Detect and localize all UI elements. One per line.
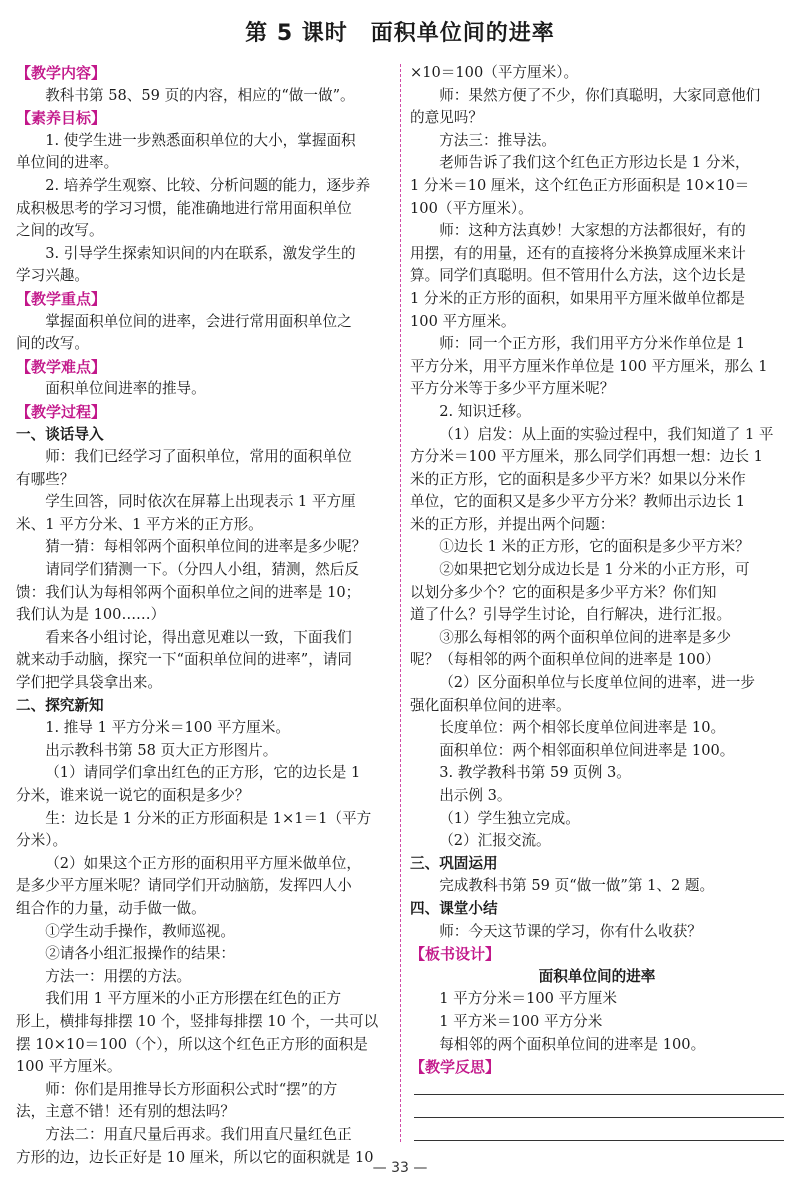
paragraph-line: 面积单位间进率的推导。: [45, 380, 206, 398]
text-line: 方形的边，边长正好是 10 厘米，所以它的面积就是 10: [16, 1148, 374, 1166]
text-line: 米、1 平方分米、1 平方米的正方形。: [16, 515, 263, 533]
page-number: — 33 —: [372, 1160, 428, 1176]
paragraph-line: 方法二：用直尺量后再求。我们用直尺量红色正: [45, 1125, 352, 1143]
paragraph-line: 师：果然方便了不少，你们真聪明，大家同意他们: [439, 86, 761, 104]
reflection-blank-line: [410, 1079, 784, 1102]
paragraph-line: ②如果把它划分成边长是 1 分米的小正方形，可: [439, 561, 750, 579]
paragraph-line: 1 平方米＝100 平方分米: [439, 1012, 603, 1030]
paragraph-line: 请同学们猜测一下。（分四人小组，猜测，然后反: [45, 561, 359, 579]
text-line: 之间的改写。: [16, 222, 104, 240]
paragraph-line: 长度单位：两个相邻长度单位间进率是 10。: [439, 719, 726, 737]
paragraph-line: 1. 使学生进一步熟悉面积单位的大小，掌握面积: [45, 131, 356, 149]
text-line: 是多少平方厘米呢？请同学们开动脑筋，发挥四人小: [16, 877, 352, 895]
reflection-blank-line: [410, 1101, 784, 1124]
paragraph-line: 教科书第 58、59 页的内容，相应的“做一做”。: [45, 86, 355, 104]
section-heading: 【教学难点】: [16, 357, 107, 376]
paragraph-line: ①学生动手操作，教师巡视。: [45, 922, 235, 940]
paragraph-line: 看来各小组讨论，得出意见难以一致，下面我们: [45, 628, 352, 646]
text-line: 100 平方厘米。: [410, 312, 516, 330]
section-heading: 【教学反思】: [410, 1058, 501, 1077]
text-line: 100 平方厘米。: [16, 1058, 122, 1076]
board-title: 面积单位间的进率: [538, 967, 656, 985]
text-line: 平方分米等于多少平方厘米呢？: [410, 380, 615, 398]
text-line: 强化面积单位间的进率。: [410, 696, 571, 714]
paragraph-line: 掌握面积单位间的进率，会进行常用面积单位之: [45, 312, 352, 330]
section-heading: 【板书设计】: [410, 945, 501, 964]
paragraph-line: 方法一：用摆的方法。: [45, 967, 192, 985]
paragraph-line: （2）汇报交流。: [439, 832, 551, 850]
text-line: 米的正方形，它的面积是多少平方米？如果以分米作: [410, 470, 746, 488]
text-line: ×10＝100（平方厘米）。: [410, 64, 579, 81]
section-heading: 【教学重点】: [16, 289, 107, 308]
right-column: [410, 62, 784, 1147]
text-line: 方分米＝100 平方厘米，那么同学们再想一想：边长 1: [410, 448, 763, 466]
paragraph-line: （1）学生独立完成。: [439, 809, 580, 827]
paragraph-line: 师：同一个正方形，我们用平方分米作单位是 1: [439, 335, 745, 353]
text-line: 分米，谁来说一说它的面积是多少？: [16, 787, 250, 804]
text-line: 的意见吗？: [410, 109, 483, 127]
paragraph-line: 师：你们是用推导长方形面积公式时“摆”的方: [45, 1080, 338, 1098]
paragraph-line: 师：这种方法真妙！大家想的方法都很好，有的: [439, 222, 746, 240]
text-line: 组合作的力量，动手做一做。: [16, 899, 206, 917]
text-line: 呢？（每相邻的两个面积单位间的进率是 100）: [410, 651, 720, 669]
reflection-blank-line: [410, 1124, 784, 1147]
text-line: 就来动手动脑，探究一下“面积单位间的进率”，请同: [16, 651, 352, 669]
page-title: 第 5 课时 面积单位间的进率: [245, 21, 555, 46]
paragraph-line: 老师告诉了我们这个红色正方形边长是 1 分米，: [439, 154, 750, 172]
paragraph-line: ①边长 1 米的正方形，它的面积是多少平方米？: [439, 538, 750, 556]
text-line: 摆 10×10＝100（个），所以这个红色正方形的面积是: [16, 1035, 368, 1053]
paragraph-line: 3. 教学教科书第 59 页例 3。: [439, 764, 631, 782]
section-heading: 【教学过程】: [16, 402, 107, 421]
section-heading: 【素养目标】: [16, 109, 107, 128]
text-line: 馈：我们认为每相邻两个面积单位之间的进率是 10；: [16, 583, 361, 601]
text-line: 单位间的进率。: [16, 154, 119, 172]
text-line: 法，主意不错！还有别的想法吗？: [16, 1103, 235, 1121]
paragraph-line: ③那么每相邻的两个面积单位间的进率是多少: [439, 628, 732, 646]
text-line: 有哪些？: [16, 470, 75, 488]
paragraph-line: 1. 推导 1 平方分米＝100 平方厘米。: [45, 719, 290, 737]
text-line: 1 分米＝10 厘米，这个红色正方形面积是 10×10＝: [410, 176, 750, 194]
paragraph-line: 生：边长是 1 分米的正方形面积是 1×1＝1（平方: [45, 809, 372, 827]
subsection-heading: 一、谈话导入: [16, 425, 104, 443]
text-line: 以划分多少个？它的面积是多少平方米？你们知: [410, 583, 717, 601]
text-line: 分米）。: [16, 832, 68, 850]
text-line: 100（平方厘米）。: [410, 199, 533, 217]
paragraph-line: 2. 培养学生观察、比较、分析问题的能力，逐步养: [45, 176, 371, 194]
text-line: 平方分米，用平方厘米作单位是 100 平方厘米，那么 1: [410, 357, 768, 375]
paragraph-line: 1 平方分米＝100 平方厘米: [439, 990, 617, 1008]
text-line: 形上，横排每排摆 10 个，竖排每排摆 10 个，一共可以: [16, 1012, 379, 1030]
text-line: 算。同学们真聪明。但不管用什么方法，这个边长是: [410, 267, 746, 285]
text-line: 学习兴趣。: [16, 267, 89, 285]
paragraph-line: 出示教科书第 58 页大正方形图片。: [45, 741, 278, 759]
section-heading: 【教学内容】: [16, 64, 107, 82]
paragraph-line: 完成教科书第 59 页“做一做”第 1、2 题。: [439, 877, 715, 895]
paragraph-line: 师：我们已经学习了面积单位，常用的面积单位: [45, 448, 352, 466]
text-line: 单位，它的面积又是多少平方分米？教师出示边长 1: [410, 493, 745, 511]
text-line: 道了什么？引导学生讨论，自行解决，进行汇报。: [410, 606, 732, 624]
paragraph-line: 2. 知识迁移。: [439, 402, 531, 420]
paragraph-line: 方法三：推导法。: [439, 131, 556, 149]
text-line: 1 分米的正方形的面积，如果用平方厘米做单位都是: [410, 289, 745, 307]
paragraph-line: 猜一猜：每相邻两个面积单位间的进率是多少呢？: [45, 538, 367, 556]
subsection-heading: 四、课堂小结: [410, 899, 498, 917]
paragraph-line: （1）启发：从上面的实验过程中，我们知道了 1 平: [439, 425, 774, 443]
paragraph-line: 面积单位：两个相邻面积单位间进率是 100。: [439, 741, 735, 759]
paragraph-line: 学生回答，同时依次在屏幕上出现表示 1 平方厘: [45, 493, 356, 511]
paragraph-line: 每相邻的两个面积单位间的进率是 100。: [439, 1035, 706, 1053]
text-line: 米的正方形，并提出两个问题：: [410, 515, 615, 533]
text-line: 用摆，有的用量，还有的直接将分米换算成厘米来计: [410, 244, 746, 262]
paragraph-line: 出示例 3。: [439, 787, 512, 804]
paragraph-line: 师：今天这节课的学习，你有什么收获？: [439, 922, 702, 940]
text-line: 成积极思考的学习习惯，能准确地进行常用面积单位: [16, 199, 352, 217]
paragraph-line: （1）请同学们拿出红色的正方形，它的边长是 1: [45, 764, 361, 782]
paragraph-line: 我们用 1 平方厘米的小正方形摆在红色的正方: [45, 990, 342, 1008]
text-line: 间的改写。: [16, 335, 89, 353]
column-divider: [400, 64, 401, 1142]
subsection-heading: 二、探究新知: [16, 696, 104, 714]
paragraph-line: ②请各小组汇报操作的结果：: [45, 945, 235, 963]
text-line: 学们把学具袋拿出来。: [16, 674, 162, 692]
paragraph-line: （2）如果这个正方形的面积用平方厘米做单位，: [45, 854, 361, 872]
paragraph-line: 3. 引导学生探索知识间的内在联系，激发学生的: [45, 244, 356, 262]
text-line: 我们认为是 100……）: [16, 606, 166, 624]
paragraph-line: （2）区分面积单位与长度单位间的进率，进一步: [439, 674, 755, 692]
subsection-heading: 三、巩固运用: [410, 854, 498, 872]
left-column: [16, 62, 390, 1169]
